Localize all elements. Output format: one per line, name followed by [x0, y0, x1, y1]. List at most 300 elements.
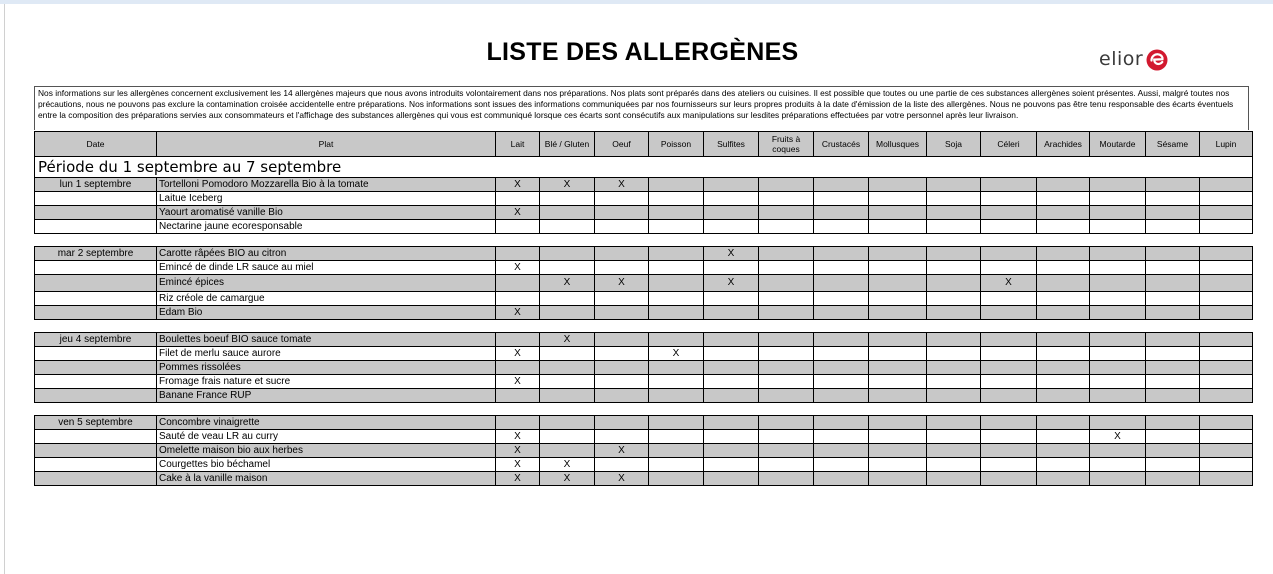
allergen-cell	[869, 375, 927, 389]
allergen-cell	[759, 247, 814, 261]
allergen-cell	[496, 292, 540, 306]
allergen-cell	[814, 261, 869, 275]
allergen-cell: X	[595, 444, 649, 458]
allergen-cell	[704, 347, 759, 361]
allergen-cell	[540, 261, 595, 275]
table-row	[35, 347, 1253, 361]
period-label: Période du 1 septembre au 7 septembre	[35, 157, 1253, 178]
allergen-cell	[869, 247, 927, 261]
column-header-10: Soja	[927, 132, 981, 157]
allergen-cell	[869, 192, 927, 206]
allergen-cell: X	[595, 472, 649, 486]
allergen-cell	[759, 275, 814, 292]
allergen-cell	[496, 416, 540, 430]
allergen-table	[34, 131, 1253, 486]
dish-cell: Pommes rissolées	[157, 361, 496, 375]
table-row	[35, 375, 1253, 389]
table-row	[35, 206, 1253, 220]
dish-cell: Filet de merlu sauce aurore	[157, 347, 496, 361]
dish-cell: Tortelloni Pomodoro Mozzarella Bio à la tomate	[157, 178, 496, 192]
allergen-cell	[649, 292, 704, 306]
table-row	[35, 192, 1253, 206]
allergen-cell	[869, 220, 927, 234]
allergen-cell	[1037, 261, 1090, 275]
date-cell	[35, 275, 157, 292]
allergen-cell	[1146, 389, 1200, 403]
allergen-cell	[1146, 361, 1200, 375]
allergen-cell	[1146, 261, 1200, 275]
allergen-cell	[759, 375, 814, 389]
allergen-cell	[1146, 306, 1200, 320]
allergen-cell: X	[540, 333, 595, 347]
dish-cell: Concombre vinaigrette	[157, 416, 496, 430]
allergen-cell	[704, 192, 759, 206]
allergen-cell	[927, 444, 981, 458]
allergen-cell	[1200, 430, 1253, 444]
allergen-cell	[704, 178, 759, 192]
allergen-cell	[595, 375, 649, 389]
page-title: LISTE DES ALLERGÈNES	[486, 38, 799, 66]
column-header-13: Moutarde	[1090, 132, 1146, 157]
column-header-1: Plat	[157, 132, 496, 157]
allergen-cell	[649, 206, 704, 220]
allergen-cell: X	[540, 458, 595, 472]
allergen-cell	[869, 333, 927, 347]
allergen-cell	[1146, 430, 1200, 444]
allergen-cell	[1090, 192, 1146, 206]
table-row	[35, 389, 1253, 403]
allergen-cell	[869, 389, 927, 403]
date-cell	[35, 292, 157, 306]
column-header-3: Blé / Gluten	[540, 132, 595, 157]
allergen-cell	[814, 361, 869, 375]
allergen-cell	[869, 416, 927, 430]
allergen-cell	[927, 192, 981, 206]
dish-cell: Banane France RUP	[157, 389, 496, 403]
allergen-cell	[927, 430, 981, 444]
allergen-cell	[981, 430, 1037, 444]
allergen-cell	[1146, 292, 1200, 306]
allergen-cell	[927, 178, 981, 192]
date-cell	[35, 444, 157, 458]
allergen-cell	[814, 444, 869, 458]
allergen-cell	[595, 361, 649, 375]
date-cell	[35, 458, 157, 472]
allergen-cell	[1090, 458, 1146, 472]
top-bar	[0, 0, 1273, 4]
allergen-cell	[759, 472, 814, 486]
allergen-cell	[595, 389, 649, 403]
dish-cell: Laitue Iceberg	[157, 192, 496, 206]
allergen-cell	[981, 220, 1037, 234]
allergen-cell: X	[496, 347, 540, 361]
allergen-cell	[1200, 261, 1253, 275]
allergen-cell	[496, 275, 540, 292]
allergen-cell	[1090, 375, 1146, 389]
allergen-cell	[927, 292, 981, 306]
allergen-cell	[1146, 458, 1200, 472]
allergen-cell	[927, 333, 981, 347]
period-row	[35, 157, 1253, 178]
dish-cell: Courgettes bio béchamel	[157, 458, 496, 472]
allergen-cell	[540, 389, 595, 403]
allergen-cell	[540, 375, 595, 389]
allergen-cell	[1037, 472, 1090, 486]
column-header-9: Mollusques	[869, 132, 927, 157]
allergen-cell	[1090, 292, 1146, 306]
allergen-cell	[1037, 416, 1090, 430]
allergen-cell	[540, 430, 595, 444]
dish-cell: Emincé de dinde LR sauce au miel	[157, 261, 496, 275]
allergen-cell	[540, 306, 595, 320]
allergen-cell	[496, 192, 540, 206]
column-header-8: Crustacés	[814, 132, 869, 157]
allergen-cell	[540, 192, 595, 206]
allergen-cell	[981, 192, 1037, 206]
left-border	[4, 4, 5, 574]
allergen-cell	[869, 261, 927, 275]
allergen-cell	[540, 444, 595, 458]
allergen-cell	[927, 206, 981, 220]
allergen-cell	[759, 206, 814, 220]
day-spacer	[35, 403, 1253, 416]
allergen-cell	[540, 347, 595, 361]
allergen-cell	[814, 375, 869, 389]
column-header-2: Lait	[496, 132, 540, 157]
allergen-cell	[540, 206, 595, 220]
allergen-cell	[1200, 361, 1253, 375]
allergen-cell	[814, 306, 869, 320]
allergen-cell: X	[496, 306, 540, 320]
allergen-cell	[869, 347, 927, 361]
logo-text: elior	[1099, 48, 1144, 70]
allergen-cell	[649, 458, 704, 472]
allergen-cell	[927, 361, 981, 375]
allergen-cell	[649, 178, 704, 192]
allergen-cell	[814, 292, 869, 306]
allergen-cell: X	[540, 275, 595, 292]
allergen-cell	[496, 220, 540, 234]
allergen-cell	[1200, 275, 1253, 292]
allergen-cell	[595, 347, 649, 361]
allergen-cell	[649, 375, 704, 389]
allergen-cell	[1037, 361, 1090, 375]
table-row	[35, 306, 1253, 320]
allergen-cell	[649, 261, 704, 275]
allergen-cell	[1200, 206, 1253, 220]
allergen-cell	[927, 306, 981, 320]
allergen-disclaimer: Nos informations sur les allergènes concernent exclusivement les 14 allergènes majeurs que nous avons introduits volontairement dans nos préparations. Nos plats sont préparés dans des ateliers ou cuisines. Il est possible que toutes ou une partie de ces substances allergènes soient présentes. Aussi, malgré toutes nos précautions, nous ne pouvons pas exclure la contamination croisée accidentelle entre préparations. Nos informations sont issues des informations communiquées par nos fournisseurs sur leurs propres produits à la date d'émission de la liste des allergènes. Nous ne pouvons pas être tenu responsable des écarts éventuels entre la composition des préparations servies aux consommateurs et l'affichage des substances allergènes qui vous est communiqué lorsque ces écarts sont consécutifs aux manipulations sur lesdites préparations effectuées par votre personnel après leur livraison.	[34, 86, 1249, 130]
allergen-cell	[595, 261, 649, 275]
allergen-cell	[1200, 444, 1253, 458]
allergen-cell	[814, 430, 869, 444]
allergen-cell	[1090, 333, 1146, 347]
allergen-cell	[814, 472, 869, 486]
allergen-cell	[981, 306, 1037, 320]
table-row	[35, 220, 1253, 234]
date-cell: ven 5 septembre	[35, 416, 157, 430]
date-cell	[35, 361, 157, 375]
allergen-cell	[595, 192, 649, 206]
allergen-cell	[704, 292, 759, 306]
allergen-cell	[1037, 192, 1090, 206]
allergen-cell	[869, 458, 927, 472]
allergen-cell	[540, 247, 595, 261]
dish-cell: Edam Bio	[157, 306, 496, 320]
allergen-cell	[1200, 375, 1253, 389]
allergen-cell	[927, 389, 981, 403]
date-cell	[35, 430, 157, 444]
allergen-cell	[981, 458, 1037, 472]
allergen-cell	[704, 220, 759, 234]
table-row	[35, 247, 1253, 261]
allergen-cell	[496, 333, 540, 347]
dish-cell: Fromage frais nature et sucre	[157, 375, 496, 389]
allergen-cell	[1200, 292, 1253, 306]
allergen-cell: X	[540, 472, 595, 486]
column-header-11: Céleri	[981, 132, 1037, 157]
allergen-cell	[927, 375, 981, 389]
allergen-cell	[869, 361, 927, 375]
allergen-cell	[814, 192, 869, 206]
allergen-cell	[1037, 220, 1090, 234]
allergen-cell	[1090, 361, 1146, 375]
allergen-cell	[1090, 347, 1146, 361]
date-cell	[35, 206, 157, 220]
table-row	[35, 444, 1253, 458]
dish-cell: Yaourt aromatisé vanille Bio	[157, 206, 496, 220]
column-header-12: Arachides	[1037, 132, 1090, 157]
allergen-cell	[869, 472, 927, 486]
allergen-cell: X	[496, 472, 540, 486]
allergen-cell: X	[496, 178, 540, 192]
allergen-cell	[1090, 306, 1146, 320]
allergen-cell	[759, 220, 814, 234]
allergen-cell	[1037, 306, 1090, 320]
elior-logo	[1099, 45, 1169, 73]
dish-cell: Riz créole de camargue	[157, 292, 496, 306]
allergen-cell	[981, 472, 1037, 486]
allergen-cell	[759, 333, 814, 347]
allergen-cell	[814, 220, 869, 234]
allergen-cell	[540, 361, 595, 375]
dish-cell: Sauté de veau LR au curry	[157, 430, 496, 444]
allergen-cell	[496, 389, 540, 403]
allergen-cell	[1090, 247, 1146, 261]
allergen-cell	[927, 347, 981, 361]
column-header-15: Lupin	[1200, 132, 1253, 157]
allergen-cell	[981, 292, 1037, 306]
allergen-cell	[595, 206, 649, 220]
allergen-cell	[540, 220, 595, 234]
allergen-cell	[927, 220, 981, 234]
allergen-cell	[1200, 306, 1253, 320]
allergen-cell	[869, 444, 927, 458]
date-cell	[35, 375, 157, 389]
table-row	[35, 458, 1253, 472]
allergen-cell	[869, 430, 927, 444]
allergen-cell	[649, 247, 704, 261]
allergen-cell	[1200, 220, 1253, 234]
column-header-4: Oeuf	[595, 132, 649, 157]
allergen-cell	[814, 275, 869, 292]
allergen-cell	[759, 178, 814, 192]
dish-cell: Omelette maison bio aux herbes	[157, 444, 496, 458]
allergen-cell	[704, 444, 759, 458]
allergen-cell	[704, 261, 759, 275]
allergen-cell	[1090, 416, 1146, 430]
allergen-cell	[1037, 347, 1090, 361]
allergen-cell	[1146, 333, 1200, 347]
allergen-cell	[1090, 220, 1146, 234]
allergen-cell	[1037, 178, 1090, 192]
dish-cell: Boulettes boeuf BIO sauce tomate	[157, 333, 496, 347]
allergen-cell	[1037, 247, 1090, 261]
allergen-cell	[595, 416, 649, 430]
allergen-cell	[1200, 416, 1253, 430]
allergen-cell: X	[496, 444, 540, 458]
allergen-cell	[1037, 275, 1090, 292]
allergen-cell	[814, 416, 869, 430]
allergen-cell	[649, 416, 704, 430]
dish-cell: Cake à la vanille maison	[157, 472, 496, 486]
allergen-cell	[1037, 206, 1090, 220]
allergen-cell	[759, 361, 814, 375]
allergen-cell	[595, 333, 649, 347]
allergen-cell	[704, 361, 759, 375]
allergen-cell	[1200, 333, 1253, 347]
allergen-cell	[1090, 206, 1146, 220]
allergen-cell	[759, 347, 814, 361]
allergen-cell	[759, 192, 814, 206]
allergen-cell	[704, 333, 759, 347]
allergen-cell: X	[704, 247, 759, 261]
allergen-cell: X	[496, 206, 540, 220]
allergen-cell	[540, 292, 595, 306]
allergen-cell	[1090, 261, 1146, 275]
allergen-cell	[1200, 458, 1253, 472]
allergen-cell	[1146, 178, 1200, 192]
allergen-cell	[814, 333, 869, 347]
allergen-cell	[704, 389, 759, 403]
allergen-cell	[981, 375, 1037, 389]
allergen-cell	[1146, 444, 1200, 458]
allergen-cell	[649, 192, 704, 206]
allergen-cell	[814, 178, 869, 192]
date-cell: mar 2 septembre	[35, 247, 157, 261]
allergen-cell	[595, 430, 649, 444]
allergen-cell	[649, 275, 704, 292]
allergen-cell	[814, 389, 869, 403]
allergen-cell	[1090, 389, 1146, 403]
date-cell	[35, 389, 157, 403]
allergen-cell	[981, 333, 1037, 347]
allergen-cell	[981, 261, 1037, 275]
allergen-cell	[981, 361, 1037, 375]
allergen-cell	[1146, 472, 1200, 486]
date-cell	[35, 306, 157, 320]
allergen-cell	[1037, 333, 1090, 347]
dish-cell: Emincé épices	[157, 275, 496, 292]
allergen-cell	[595, 292, 649, 306]
column-header-7: Fruits à coques	[759, 132, 814, 157]
allergen-cell	[1037, 389, 1090, 403]
allergen-cell	[595, 247, 649, 261]
allergen-cell	[649, 361, 704, 375]
allergen-cell	[759, 416, 814, 430]
allergen-cell	[1090, 472, 1146, 486]
date-cell	[35, 472, 157, 486]
allergen-cell	[1146, 416, 1200, 430]
allergen-cell	[759, 444, 814, 458]
allergen-cell	[595, 458, 649, 472]
allergen-cell	[704, 472, 759, 486]
allergen-cell	[1146, 192, 1200, 206]
dish-cell: Nectarine jaune ecoresponsable	[157, 220, 496, 234]
allergen-cell	[1037, 430, 1090, 444]
allergen-cell	[1037, 292, 1090, 306]
allergen-cell	[869, 206, 927, 220]
allergen-cell	[759, 458, 814, 472]
allergen-cell	[704, 206, 759, 220]
day-spacer	[35, 320, 1253, 333]
table-body	[35, 157, 1253, 486]
allergen-cell	[1200, 472, 1253, 486]
table-row	[35, 361, 1253, 375]
allergen-cell	[759, 261, 814, 275]
allergen-cell	[927, 472, 981, 486]
allergen-cell	[814, 347, 869, 361]
table-row	[35, 472, 1253, 486]
allergen-cell	[704, 375, 759, 389]
date-cell	[35, 220, 157, 234]
allergen-cell	[1146, 206, 1200, 220]
table-row	[35, 275, 1253, 292]
allergen-cell	[1146, 347, 1200, 361]
column-header-5: Poisson	[649, 132, 704, 157]
allergen-cell	[1200, 192, 1253, 206]
allergen-cell	[1037, 444, 1090, 458]
allergen-cell	[704, 306, 759, 320]
allergen-cell	[981, 206, 1037, 220]
allergen-cell	[869, 275, 927, 292]
allergen-cell: X	[496, 261, 540, 275]
allergen-cell	[1200, 389, 1253, 403]
dish-cell: Carotte râpées BIO au citron	[157, 247, 496, 261]
allergen-cell	[496, 361, 540, 375]
allergen-cell	[649, 306, 704, 320]
date-cell	[35, 261, 157, 275]
allergen-cell	[649, 389, 704, 403]
allergen-cell: X	[595, 275, 649, 292]
allergen-cell	[981, 389, 1037, 403]
allergen-cell	[595, 220, 649, 234]
date-cell	[35, 192, 157, 206]
table-row	[35, 333, 1253, 347]
date-cell: lun 1 septembre	[35, 178, 157, 192]
table-row	[35, 178, 1253, 192]
date-cell: jeu 4 septembre	[35, 333, 157, 347]
allergen-cell	[1200, 347, 1253, 361]
date-cell	[35, 347, 157, 361]
allergen-cell	[869, 306, 927, 320]
allergen-cell	[649, 220, 704, 234]
table-row	[35, 261, 1253, 275]
table-header	[35, 132, 1253, 157]
allergen-cell: X	[1090, 430, 1146, 444]
day-spacer	[35, 234, 1253, 247]
allergen-cell	[1037, 458, 1090, 472]
